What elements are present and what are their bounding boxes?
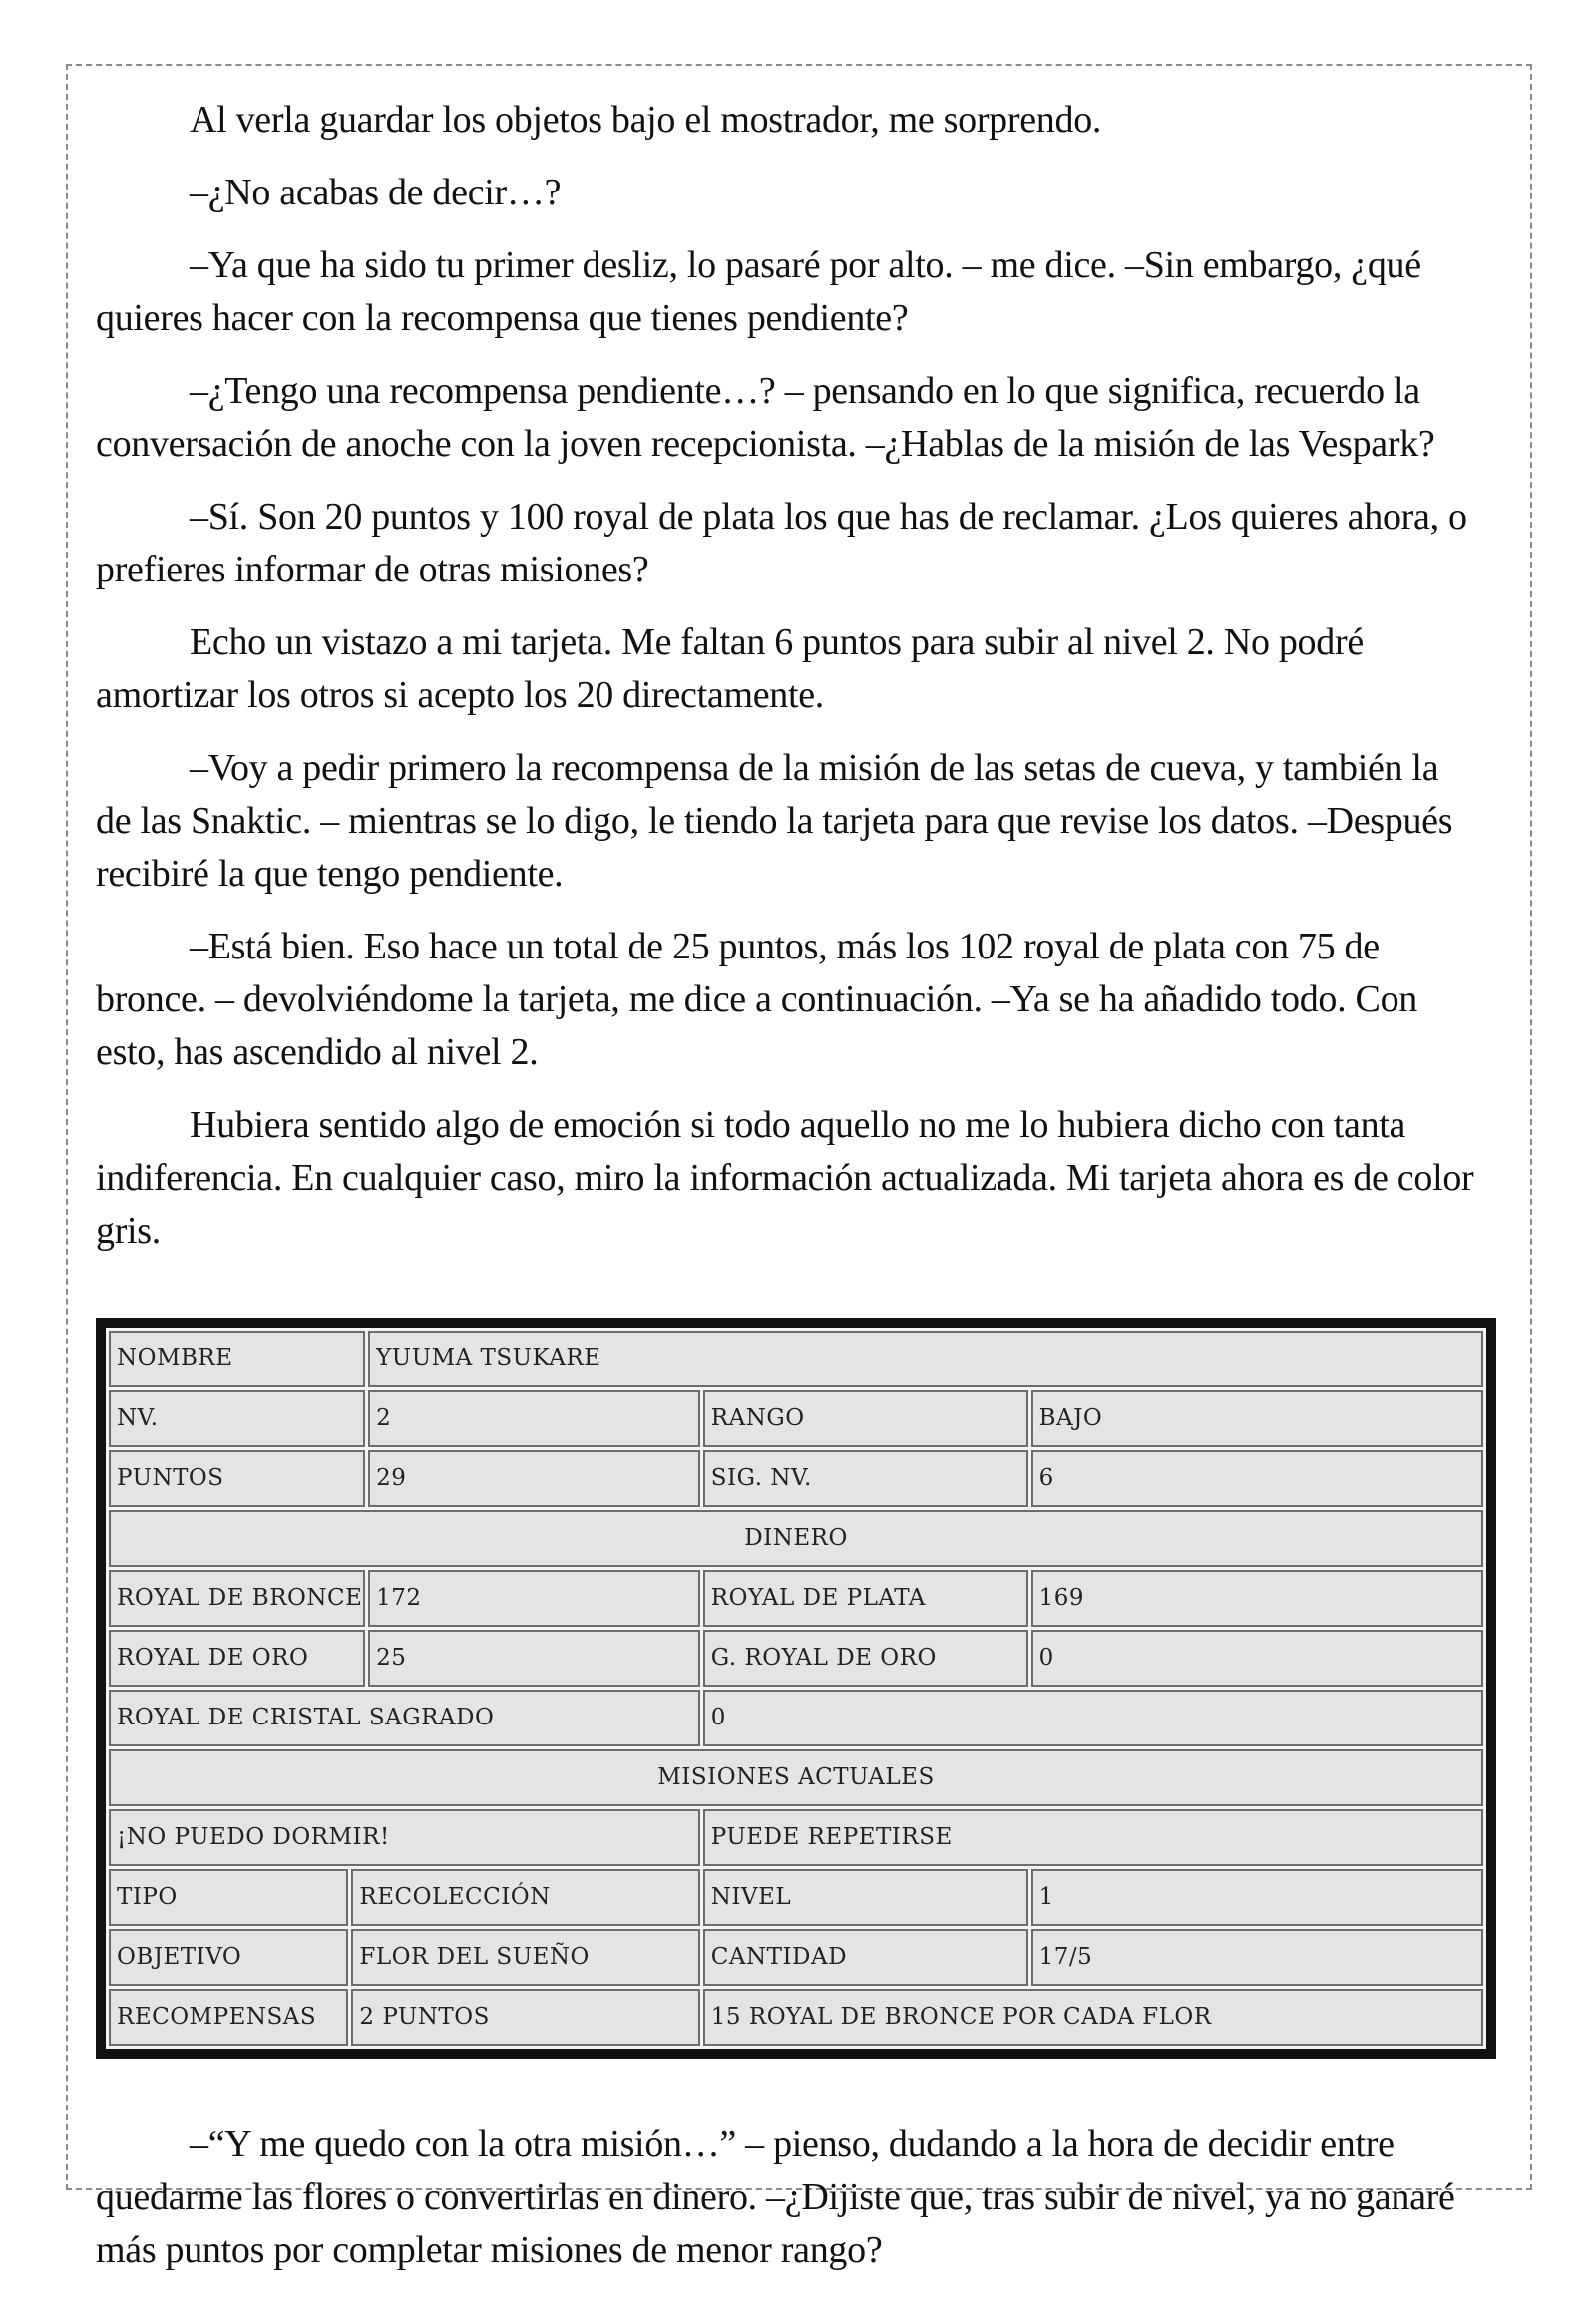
card-value: 15 ROYAL DE BRONCE POR CADA FLOR (703, 1989, 1483, 2046)
card-label: RECOMPENSAS (109, 1989, 348, 2046)
status-card-table (106, 1328, 1486, 2049)
paragraph: –Está bien. Eso hace un total de 25 puntos, más los 102 royal de plata con 75 de bronce. – devolviéndome la tarjeta, me dice a continuación. –Ya se ha añadido todo. Con esto, has ascendido al nivel 2. (96, 926, 1417, 1073)
paragraph: –¿Tengo una recompensa pendiente…? – pensando en lo que significa, recuerdo la conversación de anoche con la joven recepcionista. –¿Hablas de la misión de las Vespark? (96, 370, 1435, 465)
card-label: NV. (109, 1390, 365, 1447)
paragraph: –Ya que ha sido tu primer desliz, lo pasaré por alto. – me dice. –Sin embargo, ¿qué quieres hacer con la recompensa que tienes pendiente? (96, 244, 1421, 339)
table-row (109, 1809, 1483, 1866)
card-value: 172 (368, 1570, 700, 1627)
card-label: SIG. NV. (703, 1450, 1028, 1507)
card-value: 0 (1031, 1630, 1483, 1687)
table-row (109, 1570, 1483, 1627)
status-card (96, 1318, 1496, 2059)
paragraph: Echo un vistazo a mi tarjeta. Me faltan 6 puntos para subir al nivel 2. No podré amortizar los otros si acepto los 20 directamente. (96, 621, 1364, 716)
table-row (109, 1869, 1483, 1926)
card-label: TIPO (109, 1869, 348, 1926)
card-label: ROYAL DE ORO (109, 1630, 365, 1687)
card-label: G. ROYAL DE ORO (703, 1630, 1028, 1687)
document-body (96, 94, 1482, 2297)
section-header-misiones: MISIONES ACTUALES (109, 1749, 1483, 1806)
table-row (109, 1630, 1483, 1687)
paragraph: Hubiera sentido algo de emoción si todo aquello no me lo hubiera dicho con tanta indiferencia. En cualquier caso, miro la información actualizada. Mi tarjeta ahora es de color gris. (96, 1104, 1474, 1252)
paragraph: –“Y me quedo con la otra misión…” – pienso, dudando a la hora de decidir entre quedarme las flores o convertirlas en dinero. –¿Dijiste que, tras subir de nivel, ya no ganaré más puntos por completar misiones de menor rango? (96, 2123, 1455, 2271)
card-value: 6 (1031, 1450, 1483, 1507)
card-value: 2 PUNTOS (351, 1989, 699, 2046)
table-row (109, 1749, 1483, 1806)
card-value: 2 (368, 1390, 700, 1447)
table-row (109, 1510, 1483, 1567)
paragraph: –Voy a pedir primero la recompensa de la misión de las setas de cueva, y también la de las Snaktic. – mientras se lo digo, le tiendo la tarjeta para que revise los datos. –Después recibiré la que tengo pendiente. (96, 747, 1453, 895)
table-row (109, 1450, 1483, 1507)
card-value: BAJO (1031, 1390, 1483, 1447)
card-value: 25 (368, 1630, 700, 1687)
card-value: YUUMA TSUKARE (368, 1331, 1483, 1387)
card-label: PUNTOS (109, 1450, 365, 1507)
section-header-dinero: DINERO (109, 1510, 1483, 1567)
card-value: 1 (1031, 1869, 1483, 1926)
card-value: RECOLECCIÓN (351, 1869, 699, 1926)
mission-title: ¡NO PUEDO DORMIR! (109, 1809, 700, 1866)
card-label: OBJETIVO (109, 1929, 348, 1986)
card-value: 0 (703, 1690, 1483, 1746)
card-value: 17/5 (1031, 1929, 1483, 1986)
mission-repeat: PUEDE REPETIRSE (703, 1809, 1483, 1866)
table-row (109, 1390, 1483, 1447)
table-row (109, 1929, 1483, 1986)
card-label: ROYAL DE PLATA (703, 1570, 1028, 1627)
card-label: NOMBRE (109, 1331, 365, 1387)
card-label: NIVEL (703, 1869, 1028, 1926)
paragraph: –Sí. Son 20 puntos y 100 royal de plata los que has de reclamar. ¿Los quieres ahora, o prefieres informar de otras misiones? (96, 496, 1467, 590)
paragraph: –¿No acabas de decir…? (190, 172, 562, 213)
card-value: 29 (368, 1450, 700, 1507)
card-label: RANGO (703, 1390, 1028, 1447)
card-value: 169 (1031, 1570, 1483, 1627)
card-label: ROYAL DE BRONCE (109, 1570, 365, 1627)
table-row (109, 1331, 1483, 1387)
card-label: ROYAL DE CRISTAL SAGRADO (109, 1690, 700, 1746)
table-row (109, 1989, 1483, 2046)
paragraph: Al verla guardar los objetos bajo el mostrador, me sorprendo. (190, 99, 1102, 141)
card-label: CANTIDAD (703, 1929, 1028, 1986)
table-row (109, 1690, 1483, 1746)
card-value: FLOR DEL SUEÑO (351, 1929, 699, 1986)
